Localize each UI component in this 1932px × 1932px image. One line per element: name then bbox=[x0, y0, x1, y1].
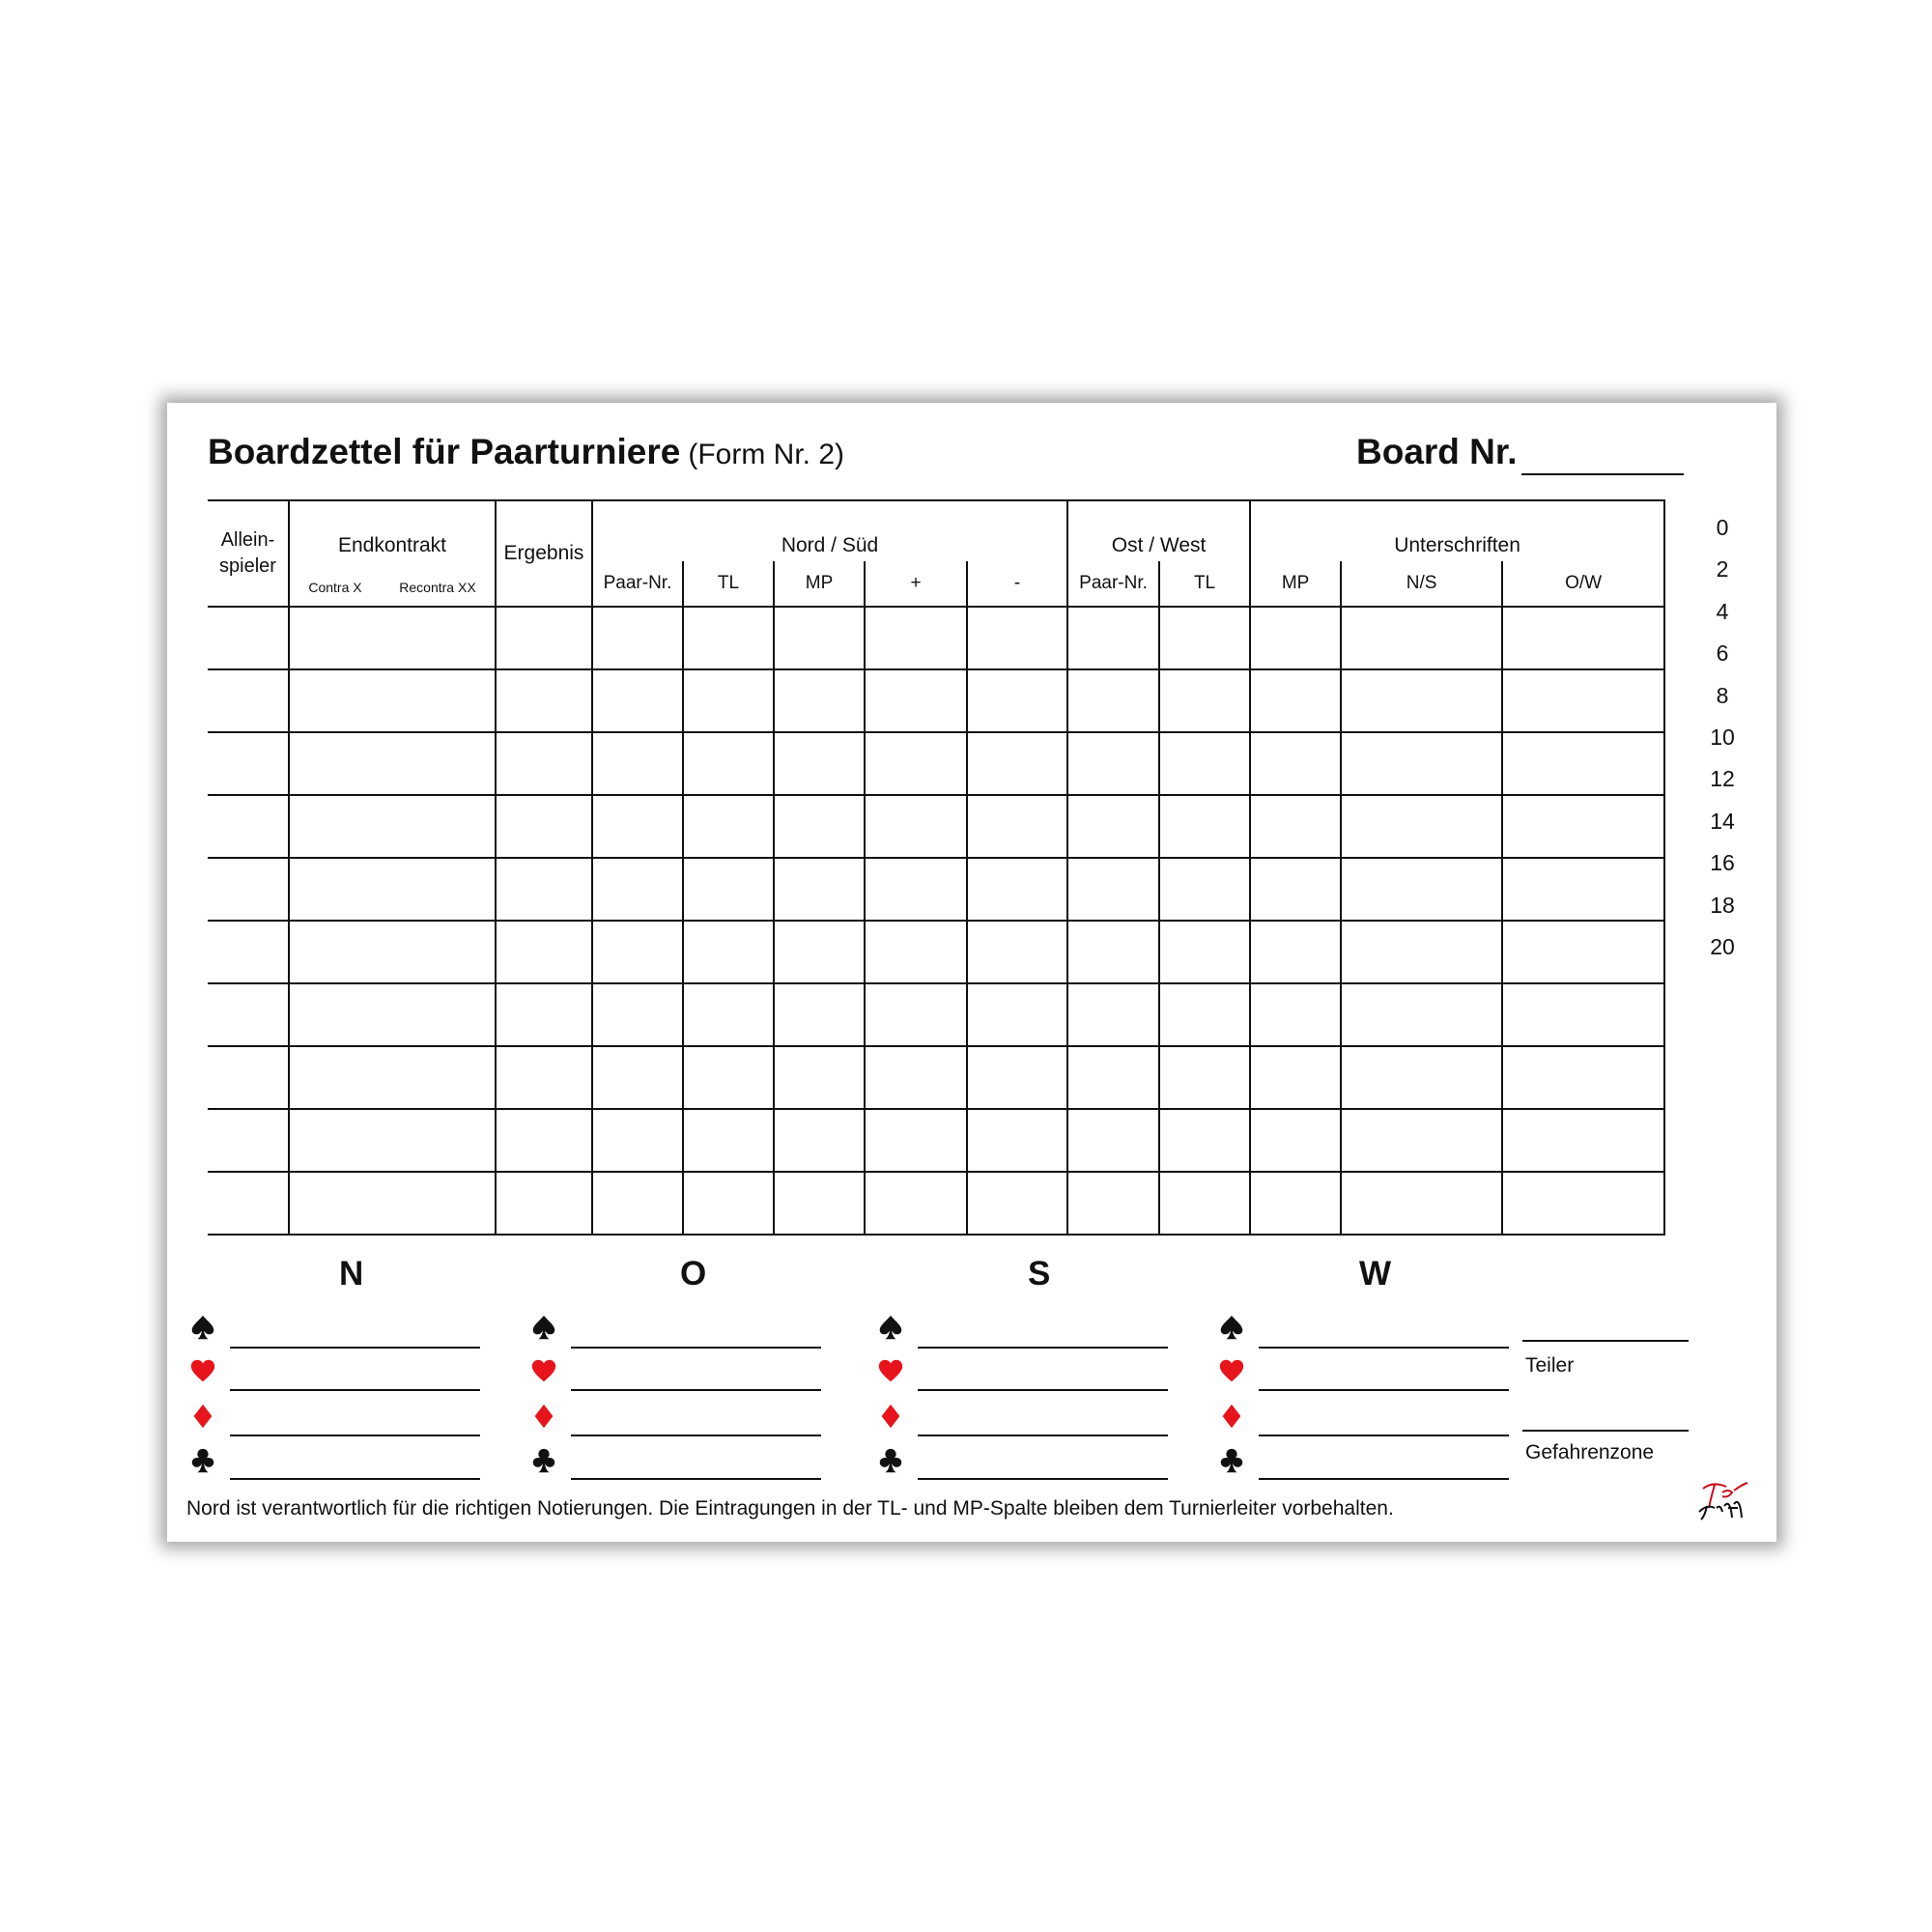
north-diamond-field[interactable] bbox=[230, 1435, 480, 1436]
table-cell[interactable] bbox=[289, 921, 496, 983]
table-cell[interactable] bbox=[208, 795, 289, 858]
header-endkontrakt: Endkontrakt bbox=[289, 500, 496, 561]
table-cell[interactable] bbox=[1159, 1172, 1250, 1235]
scale-value: 18 bbox=[1710, 892, 1735, 918]
board-number-label: Board Nr. bbox=[1356, 432, 1518, 471]
score-table-body bbox=[208, 607, 1664, 1235]
table-cell[interactable] bbox=[592, 1172, 683, 1235]
table-cell[interactable] bbox=[592, 858, 683, 921]
table-cell[interactable] bbox=[774, 1046, 865, 1109]
east-heart-field[interactable] bbox=[571, 1389, 821, 1391]
table-cell[interactable] bbox=[592, 795, 683, 858]
boardzettel-sheet bbox=[167, 403, 1776, 1542]
header-ns-paar-nr: Paar-Nr. bbox=[592, 561, 683, 607]
table-row bbox=[208, 795, 1664, 858]
matchpoint-scale bbox=[1693, 507, 1751, 968]
table-row bbox=[208, 732, 1664, 795]
table-cell[interactable] bbox=[1067, 1046, 1159, 1109]
table-cell[interactable] bbox=[496, 1109, 592, 1172]
table-cell[interactable] bbox=[967, 1172, 1067, 1235]
table-cell[interactable] bbox=[208, 1172, 289, 1235]
table-cell[interactable] bbox=[1502, 1109, 1664, 1172]
table-cell[interactable] bbox=[1159, 858, 1250, 921]
table-cell[interactable] bbox=[683, 732, 774, 795]
table-row bbox=[208, 1046, 1664, 1109]
table-cell[interactable] bbox=[865, 1046, 967, 1109]
brand-logo bbox=[1693, 1479, 1753, 1523]
scale-value: 16 bbox=[1710, 850, 1735, 876]
table-cell[interactable] bbox=[1502, 1172, 1664, 1235]
table-cell[interactable] bbox=[1250, 607, 1341, 669]
table-cell[interactable] bbox=[592, 732, 683, 795]
table-cell[interactable] bbox=[1250, 1109, 1341, 1172]
table-cell[interactable] bbox=[1159, 607, 1250, 669]
header-ns-plus: + bbox=[865, 561, 967, 607]
table-cell[interactable] bbox=[1250, 732, 1341, 795]
table-cell[interactable] bbox=[967, 732, 1067, 795]
table-cell[interactable] bbox=[967, 921, 1067, 983]
table-cell[interactable] bbox=[865, 669, 967, 732]
table-cell[interactable] bbox=[496, 669, 592, 732]
table-cell[interactable] bbox=[208, 669, 289, 732]
table-cell[interactable] bbox=[1159, 795, 1250, 858]
table-cell[interactable] bbox=[683, 858, 774, 921]
table-cell[interactable] bbox=[1502, 732, 1664, 795]
table-cell[interactable] bbox=[774, 921, 865, 983]
header-ns-tl: TL bbox=[683, 561, 774, 607]
north-heart-field[interactable] bbox=[230, 1389, 480, 1391]
table-cell[interactable] bbox=[1341, 607, 1502, 669]
header-ergebnis: Ergebnis bbox=[496, 500, 592, 607]
header-ow-paar-nr: Paar-Nr. bbox=[1067, 561, 1159, 607]
scale-value: 20 bbox=[1710, 933, 1735, 959]
table-cell[interactable] bbox=[208, 607, 289, 669]
table-cell[interactable] bbox=[967, 795, 1067, 858]
scale-value: 12 bbox=[1710, 766, 1735, 792]
heart-icon bbox=[876, 1356, 909, 1389]
table-cell[interactable] bbox=[496, 921, 592, 983]
table-cell[interactable] bbox=[289, 795, 496, 858]
table-cell[interactable] bbox=[683, 795, 774, 858]
table-cell[interactable] bbox=[1341, 921, 1502, 983]
south-heart-field[interactable] bbox=[918, 1389, 1168, 1391]
header-recontra: Recontra XX bbox=[399, 580, 476, 595]
scale-value: 0 bbox=[1716, 515, 1729, 540]
footer-note: Nord ist verantwortlich für die richtigen Notierungen. Die Eintragungen in der TL- und MP-Spalte bleiben dem Turnierleiter vorbehalten. bbox=[186, 1497, 1394, 1520]
scale-value: 8 bbox=[1716, 682, 1729, 708]
table-cell[interactable] bbox=[1067, 732, 1159, 795]
heart-icon bbox=[529, 1356, 562, 1389]
table-cell[interactable] bbox=[1250, 921, 1341, 983]
header-ns-minus: - bbox=[967, 561, 1067, 607]
header-alleinspieler: Allein- spieler bbox=[208, 500, 289, 607]
table-cell[interactable] bbox=[1341, 795, 1502, 858]
table-cell[interactable] bbox=[1067, 607, 1159, 669]
spade-icon bbox=[1217, 1313, 1250, 1346]
scale-value: 4 bbox=[1716, 598, 1729, 624]
table-cell[interactable] bbox=[865, 795, 967, 858]
diamond-icon bbox=[1217, 1402, 1250, 1435]
table-cell[interactable] bbox=[496, 1046, 592, 1109]
table-cell[interactable] bbox=[289, 1046, 496, 1109]
diamond-icon bbox=[876, 1402, 909, 1435]
heart-icon bbox=[188, 1356, 221, 1389]
table-cell[interactable] bbox=[865, 1109, 967, 1172]
table-cell[interactable] bbox=[1502, 607, 1664, 669]
table-cell[interactable] bbox=[1067, 669, 1159, 732]
table-cell[interactable] bbox=[1159, 921, 1250, 983]
table-cell[interactable] bbox=[774, 669, 865, 732]
teiler-label: Teiler bbox=[1525, 1354, 1575, 1377]
table-cell[interactable] bbox=[967, 1109, 1067, 1172]
east-spade-field[interactable] bbox=[571, 1347, 821, 1349]
east-diamond-field[interactable] bbox=[571, 1435, 821, 1436]
west-spade-field[interactable] bbox=[1259, 1347, 1509, 1349]
table-row bbox=[208, 1109, 1664, 1172]
table-cell[interactable] bbox=[1341, 1172, 1502, 1235]
table-cell[interactable] bbox=[208, 732, 289, 795]
table-cell[interactable] bbox=[1250, 795, 1341, 858]
table-cell[interactable] bbox=[592, 983, 683, 1046]
diamond-icon bbox=[188, 1402, 221, 1435]
table-cell[interactable] bbox=[1250, 1046, 1341, 1109]
table-cell[interactable] bbox=[1159, 1046, 1250, 1109]
table-cell[interactable] bbox=[865, 983, 967, 1046]
table-cell[interactable] bbox=[208, 858, 289, 921]
header-sig-ow: O/W bbox=[1502, 561, 1664, 607]
table-cell[interactable] bbox=[496, 607, 592, 669]
table-cell[interactable] bbox=[774, 983, 865, 1046]
header-contra: Contra X bbox=[308, 580, 362, 595]
table-cell[interactable] bbox=[683, 1109, 774, 1172]
gefahrenzone-label: Gefahrenzone bbox=[1525, 1441, 1655, 1463]
header-sig-ns: N/S bbox=[1341, 561, 1502, 607]
table-cell[interactable] bbox=[592, 607, 683, 669]
table-cell[interactable] bbox=[967, 983, 1067, 1046]
table-cell[interactable] bbox=[592, 1109, 683, 1172]
table-cell[interactable] bbox=[865, 607, 967, 669]
table-cell[interactable] bbox=[208, 921, 289, 983]
west-club-field[interactable] bbox=[1259, 1478, 1509, 1480]
scale-value: 14 bbox=[1710, 808, 1735, 834]
table-cell[interactable] bbox=[1067, 1172, 1159, 1235]
table-cell[interactable] bbox=[208, 1046, 289, 1109]
table-cell[interactable] bbox=[496, 732, 592, 795]
table-cell[interactable] bbox=[1067, 1109, 1159, 1172]
table-cell[interactable] bbox=[1067, 795, 1159, 858]
table-cell[interactable] bbox=[1341, 732, 1502, 795]
diamond-icon bbox=[529, 1402, 562, 1435]
table-cell[interactable] bbox=[1159, 1109, 1250, 1172]
table-cell[interactable] bbox=[1341, 1046, 1502, 1109]
table-cell[interactable] bbox=[683, 607, 774, 669]
table-cell[interactable] bbox=[865, 921, 967, 983]
club-icon bbox=[876, 1446, 909, 1479]
table-cell[interactable] bbox=[967, 669, 1067, 732]
header-unterschriften: Unterschriften bbox=[1250, 500, 1664, 561]
table-cell[interactable] bbox=[1159, 983, 1250, 1046]
club-icon bbox=[188, 1446, 221, 1479]
table-cell[interactable] bbox=[1250, 983, 1341, 1046]
table-cell[interactable] bbox=[1502, 921, 1664, 983]
header-ns-mp: MP bbox=[774, 561, 865, 607]
table-cell[interactable] bbox=[1341, 983, 1502, 1046]
table-cell[interactable] bbox=[496, 983, 592, 1046]
table-row bbox=[208, 858, 1664, 921]
gefahrenzone-field[interactable] bbox=[1522, 1430, 1689, 1432]
north-club-field[interactable] bbox=[230, 1478, 480, 1480]
table-cell[interactable] bbox=[496, 1172, 592, 1235]
direction-south: S bbox=[1028, 1255, 1051, 1293]
table-cell[interactable] bbox=[1159, 669, 1250, 732]
table-cell[interactable] bbox=[592, 921, 683, 983]
table-cell[interactable] bbox=[289, 732, 496, 795]
table-row bbox=[208, 669, 1664, 732]
table-cell[interactable] bbox=[1250, 858, 1341, 921]
table-cell[interactable] bbox=[1502, 795, 1664, 858]
table-cell[interactable] bbox=[1502, 858, 1664, 921]
table-cell[interactable] bbox=[1341, 669, 1502, 732]
board-number-field[interactable] bbox=[1521, 473, 1684, 475]
spade-icon bbox=[876, 1313, 909, 1346]
header-endkontrakt-sub bbox=[289, 561, 496, 607]
north-spade-field[interactable] bbox=[230, 1347, 480, 1349]
table-cell[interactable] bbox=[865, 732, 967, 795]
direction-north: N bbox=[339, 1255, 364, 1293]
table-cell[interactable] bbox=[289, 669, 496, 732]
table-cell[interactable] bbox=[289, 1109, 496, 1172]
table-cell[interactable] bbox=[592, 669, 683, 732]
table-row bbox=[208, 983, 1664, 1046]
scale-value: 6 bbox=[1716, 640, 1729, 667]
table-cell[interactable] bbox=[865, 858, 967, 921]
table-cell[interactable] bbox=[774, 732, 865, 795]
table-cell[interactable] bbox=[1341, 1109, 1502, 1172]
direction-west: W bbox=[1359, 1255, 1392, 1293]
table-cell[interactable] bbox=[208, 983, 289, 1046]
table-cell[interactable] bbox=[1502, 669, 1664, 732]
header-ost-west: Ost / West bbox=[1067, 500, 1250, 561]
scale-value: 10 bbox=[1710, 724, 1735, 750]
table-cell[interactable] bbox=[592, 1046, 683, 1109]
table-cell[interactable] bbox=[1250, 669, 1341, 732]
page-title: Boardzettel für Paarturniere (Form Nr. 2) bbox=[208, 432, 845, 471]
form-number: (Form Nr. 2) bbox=[688, 439, 845, 470]
spade-icon bbox=[529, 1313, 562, 1346]
table-cell[interactable] bbox=[683, 1172, 774, 1235]
table-cell[interactable] bbox=[496, 858, 592, 921]
table-cell[interactable] bbox=[865, 1172, 967, 1235]
table-cell[interactable] bbox=[1250, 1172, 1341, 1235]
direction-east: O bbox=[680, 1255, 707, 1293]
south-spade-field[interactable] bbox=[918, 1347, 1168, 1349]
table-cell[interactable] bbox=[774, 1109, 865, 1172]
teiler-field[interactable] bbox=[1522, 1340, 1689, 1342]
table-cell[interactable] bbox=[967, 858, 1067, 921]
table-cell[interactable] bbox=[683, 921, 774, 983]
table-cell[interactable] bbox=[1502, 1046, 1664, 1109]
header-nord-sued: Nord / Süd bbox=[592, 500, 1067, 561]
table-cell[interactable] bbox=[967, 1046, 1067, 1109]
east-club-field[interactable] bbox=[571, 1478, 821, 1480]
table-cell[interactable] bbox=[289, 607, 496, 669]
table-cell[interactable] bbox=[774, 1172, 865, 1235]
table-cell[interactable] bbox=[683, 1046, 774, 1109]
table-row bbox=[208, 921, 1664, 983]
table-cell[interactable] bbox=[289, 858, 496, 921]
west-heart-field[interactable] bbox=[1259, 1389, 1509, 1391]
table-cell[interactable] bbox=[289, 1172, 496, 1235]
table-cell[interactable] bbox=[1502, 983, 1664, 1046]
table-cell[interactable] bbox=[1067, 858, 1159, 921]
score-table bbox=[208, 499, 1665, 1236]
club-icon bbox=[529, 1446, 562, 1479]
table-cell[interactable] bbox=[1067, 983, 1159, 1046]
header-sig-mp: MP bbox=[1250, 561, 1341, 607]
table-cell[interactable] bbox=[208, 1109, 289, 1172]
table-cell[interactable] bbox=[1067, 921, 1159, 983]
table-cell[interactable] bbox=[289, 983, 496, 1046]
table-cell[interactable] bbox=[496, 795, 592, 858]
table-cell[interactable] bbox=[774, 858, 865, 921]
table-cell[interactable] bbox=[683, 669, 774, 732]
table-row bbox=[208, 607, 1664, 669]
table-cell[interactable] bbox=[1159, 732, 1250, 795]
spade-icon bbox=[188, 1313, 221, 1346]
table-cell[interactable] bbox=[967, 607, 1067, 669]
table-row bbox=[208, 1172, 1664, 1235]
header-ow-tl: TL bbox=[1159, 561, 1250, 607]
heart-icon bbox=[1217, 1356, 1250, 1389]
south-club-field[interactable] bbox=[918, 1478, 1168, 1480]
west-diamond-field[interactable] bbox=[1259, 1435, 1509, 1436]
scale-value: 2 bbox=[1716, 556, 1729, 582]
club-icon bbox=[1217, 1446, 1250, 1479]
table-cell[interactable] bbox=[1341, 858, 1502, 921]
table-cell[interactable] bbox=[774, 607, 865, 669]
south-diamond-field[interactable] bbox=[918, 1435, 1168, 1436]
table-cell[interactable] bbox=[683, 983, 774, 1046]
table-cell[interactable] bbox=[774, 795, 865, 858]
